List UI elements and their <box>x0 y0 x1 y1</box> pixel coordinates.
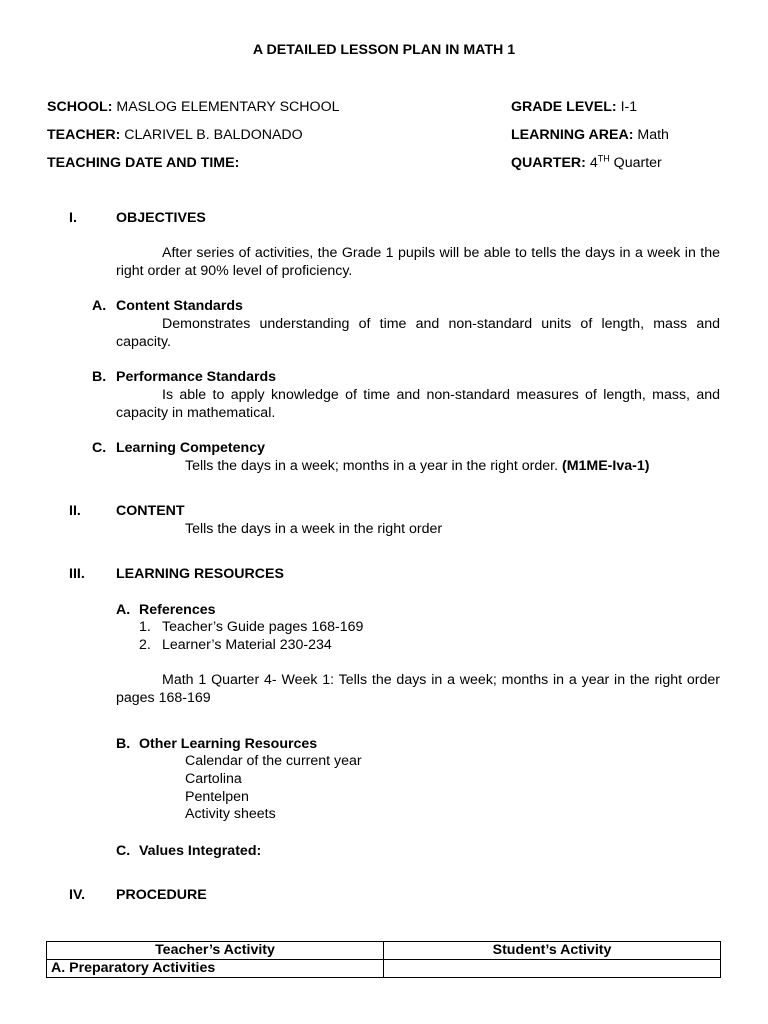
other-resource-item: Pentelpen <box>185 789 249 805</box>
student-activity-header: Student’s Activity <box>384 942 721 960</box>
grade-level-label: GRADE LEVEL: <box>511 99 617 115</box>
student-activity-cell <box>384 960 721 978</box>
reference-item: Learner’s Material 230-234 <box>162 637 332 653</box>
quarter-suffix: TH <box>597 153 610 164</box>
other-resource-item: Calendar of the current year <box>185 753 362 769</box>
section-title-objectives: OBJECTIVES <box>116 210 206 226</box>
reference-number: 2. <box>139 637 151 653</box>
learning-area-value: Math <box>637 127 669 143</box>
content-standards-title: Content Standards <box>116 298 243 314</box>
quarter-label: QUARTER: <box>511 155 586 171</box>
values-integrated-title: Values Integrated: <box>139 843 262 859</box>
reference-note: Math 1 Quarter 4- Week 1: Tells the days in a week; months in a year in the right order pages 168-169 <box>116 672 720 706</box>
other-resource-item: Cartolina <box>185 771 242 787</box>
content-text: Tells the days in a week in the right order <box>185 521 443 537</box>
teacher-label: TEACHER: <box>47 127 121 143</box>
performance-standards-text: Is able to apply knowledge of time and non-standard measures of length, mass, and capacity in mathematical. <box>116 387 720 421</box>
teacher-activity-header: Teacher’s Activity <box>47 942 384 960</box>
table-header-row <box>47 942 721 960</box>
other-resources-title: Other Learning Resources <box>139 736 318 752</box>
subsection-letter: A. <box>116 602 131 618</box>
competency-code: (M1ME-Iva-1) <box>561 458 650 474</box>
section-number: I. <box>69 210 77 226</box>
document-title: A DETAILED LESSON PLAN IN MATH 1 <box>252 42 516 58</box>
teacher-value: CLARIVEL B. BALDONADO <box>124 127 303 143</box>
section-title-content: CONTENT <box>116 503 185 519</box>
subsection-letter: C. <box>116 843 131 859</box>
section-number: III. <box>69 566 85 582</box>
learning-competency-text <box>185 458 649 476</box>
other-resource-item: Activity sheets <box>185 806 276 822</box>
quarter-field <box>511 155 662 173</box>
preparatory-activities-cell: A. Preparatory Activities <box>47 960 384 978</box>
quarter-word: Quarter <box>613 155 662 171</box>
learning-area-field <box>511 127 669 145</box>
section-title-procedure: PROCEDURE <box>116 887 207 903</box>
teaching-date-label: TEACHING DATE AND TIME: <box>47 155 240 171</box>
reference-item: Teacher’s Guide pages 168-169 <box>162 619 364 635</box>
section-number: II. <box>69 503 81 519</box>
section-title-learning-resources: LEARNING RESOURCES <box>116 566 284 582</box>
quarter-number: 4 <box>589 155 598 171</box>
section-number: IV. <box>69 887 86 903</box>
teacher-field <box>47 127 303 145</box>
procedure-table <box>46 941 721 978</box>
subsection-letter: B. <box>116 736 131 752</box>
learning-competency-title: Learning Competency <box>116 440 265 456</box>
school-field <box>47 99 340 117</box>
subsection-letter: C. <box>92 440 107 456</box>
grade-level-field <box>511 99 637 117</box>
references-title: References <box>139 602 216 618</box>
learning-area-label: LEARNING AREA: <box>511 127 634 143</box>
competency-description: Tells the days in a week; months in a year in the right order. <box>185 458 559 474</box>
table-row <box>47 960 721 978</box>
content-standards-text: Demonstrates understanding of time and non-standard units of length, mass and capacity. <box>116 316 720 350</box>
objectives-text: After series of activities, the Grade 1 pupils will be able to tells the days in a week in the right order at 90% level of proficiency. <box>116 245 720 279</box>
school-value: MASLOG ELEMENTARY SCHOOL <box>116 99 340 115</box>
performance-standards-title: Performance Standards <box>116 369 277 385</box>
reference-number: 1. <box>139 619 151 635</box>
grade-level-value: I-1 <box>620 99 638 115</box>
school-label: SCHOOL: <box>47 99 113 115</box>
subsection-letter: A. <box>92 298 107 314</box>
subsection-letter: B. <box>92 369 107 385</box>
